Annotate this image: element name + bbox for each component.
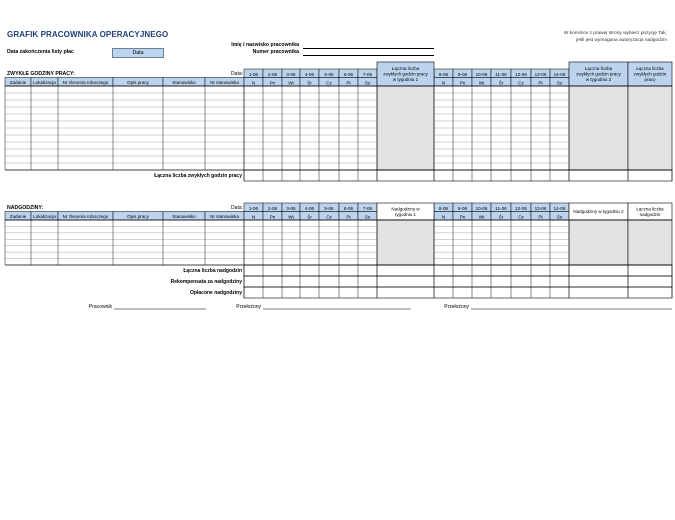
regular-w1-day-1: Pn: [269, 80, 276, 86]
regular-w2-day-6: So: [556, 80, 563, 86]
overtime-footer-row-1: [244, 276, 672, 287]
overtime-w1-date-5: 6-06: [343, 205, 354, 211]
overtime-w2-day-2: Wt: [478, 214, 485, 220]
regular-w1-date-3: 4-06: [304, 71, 315, 77]
overtime-footer-row-0: [244, 265, 672, 276]
overtime-footer-row-2: [244, 287, 672, 298]
regular-w2-date-1: 9-06: [457, 71, 468, 77]
overtime-w1-day-0: N: [251, 214, 256, 220]
overtime-week2-total-header-line-0: Nadgodziny w tygodniu 2: [573, 209, 624, 215]
overtime-week1-total-header-line-1: tygodniu 1: [395, 211, 416, 217]
regular-w1-date-2: 3-06: [286, 71, 296, 77]
overtime-week1-total-column: [377, 220, 434, 265]
overtime-grand-total-column: [628, 220, 672, 265]
overtime-section-label: NADGODZINY:: [7, 205, 44, 211]
overtime-w1-date-0: 1-06: [248, 205, 259, 211]
signature-label-2: Przełożony: [444, 304, 469, 310]
regular-col-header-0: Zadanie: [9, 80, 27, 86]
regular-col-header-4: Stanowisko: [172, 80, 196, 86]
signature-label-0: Pracownik: [88, 304, 112, 310]
overtime-footer-label-1: Rekompensata za nadgodziny: [170, 279, 242, 285]
regular-date-label: Data:: [231, 71, 243, 77]
regular-w1-day-5: Pt: [346, 80, 351, 86]
regular-w1-day-2: Wt: [288, 80, 294, 86]
payroll-end-label: Data zakończenia listy płac: [7, 49, 74, 55]
regular-w1-date-1: 2-06: [267, 71, 278, 77]
overtime-col-header-0: Zadanie: [9, 214, 27, 220]
overtime-w1-day-3: Śr: [307, 214, 312, 220]
overtime-grand-total-header-line-1: nadgodzin: [639, 211, 661, 217]
overtime-grand-total-header-line-0: Łączna liczba: [636, 206, 664, 212]
employee-number-label: Numer pracownika: [252, 49, 299, 55]
overtime-col-header-3: Opis pracy: [127, 214, 149, 220]
regular-w1-date-6: 7-06: [362, 71, 373, 77]
regular-grand-total-column: [628, 86, 672, 170]
regular-section-label: ZWYKŁE GODZINY PRACY:: [7, 71, 75, 77]
regular-w2-day-3: Śr: [498, 80, 504, 86]
regular-col-header-3: Opis pracy: [127, 80, 149, 86]
regular-w2-date-6: 14-06: [553, 71, 566, 77]
regular-w2-date-0: 8-06: [438, 71, 449, 77]
regular-w2-date-3: 11-06: [495, 71, 507, 77]
regular-week1-total-header-line-2: w tygodniu 1: [392, 77, 419, 82]
overtime-w2-day-6: So: [556, 214, 563, 220]
regular-w1-day-6: So: [364, 80, 371, 86]
regular-week1-total-header-line-0: Łączna liczba: [391, 66, 420, 72]
regular-w1-day-0: N: [251, 80, 256, 86]
overtime-w1-day-4: Cz: [326, 214, 332, 220]
regular-w1-date-0: 1-06: [248, 71, 259, 77]
overtime-w2-date-3: 11-06: [495, 205, 507, 211]
overtime-w2-day-5: Pt: [538, 214, 543, 220]
regular-w1-date-4: 5-06: [324, 71, 334, 77]
overtime-week2-total-column: [569, 220, 628, 265]
payroll-end-date-field[interactable]: Data: [112, 48, 164, 58]
regular-col-header-5: Nr stanowiska: [210, 80, 239, 86]
regular-col-header-1: Lokalizacja: [33, 80, 56, 86]
overtime-col-header-1: Lokalizacja: [33, 214, 56, 220]
overtime-col-header-5: Nr stanowiska: [210, 214, 239, 220]
regular-week2-total-column: [569, 86, 628, 170]
overtime-w2-date-4: 12-06: [515, 205, 527, 211]
overtime-w1-day-6: So: [364, 214, 371, 220]
overtime-w2-day-1: Pn: [459, 214, 466, 220]
regular-grand-total-header-line-1: zwykłych godzin: [633, 71, 667, 77]
regular-grand-total-header-line-2: pracy: [644, 77, 656, 82]
regular-w2-day-2: Wt: [478, 80, 485, 86]
regular-week2-total-header-line-1: zwykłych godzin pracy: [576, 71, 621, 77]
overtime-w1-day-5: Pt: [346, 214, 351, 220]
overtime-w1-date-4: 5-06: [324, 205, 334, 211]
overtime-w2-day-0: N: [441, 214, 446, 220]
regular-w1-day-4: Cz: [326, 80, 332, 86]
overtime-w2-day-4: Cz: [518, 214, 524, 220]
overtime-w2-date-5: 13-06: [534, 205, 547, 211]
regular-total-row-label: Łączna liczba zwykłych godzin pracy: [154, 173, 242, 179]
regular-grand-total-header-line-0: Łączna liczba: [636, 66, 664, 72]
overtime-week1-total-header-line-0: Nadgodziny w: [391, 206, 420, 212]
overtime-w2-date-6: 14-06: [553, 205, 566, 211]
regular-week2-total-header-line-2: w tygodniu 2: [585, 77, 612, 82]
regular-w2-day-1: Pn: [459, 80, 466, 86]
overtime-col-header-4: Stanowisko: [172, 214, 196, 220]
regular-week1-total-header-line-1: zwykłych godzin pracy: [383, 71, 428, 77]
overtime-w1-date-1: 2-06: [267, 205, 278, 211]
note-line-1: W komórce z prawej strony wybierz pozycję Tak,: [563, 31, 667, 36]
overtime-w2-day-3: Śr: [498, 214, 504, 220]
overtime-w1-date-6: 7-06: [362, 205, 373, 211]
regular-w1-day-3: Śr: [307, 80, 312, 86]
regular-week1-total-column: [377, 86, 434, 170]
overtime-w1-day-1: Pn: [269, 214, 276, 220]
note-line-2: jeśli jest wymagana autoryzacja nadgodzin: [576, 38, 667, 43]
overtime-w1-date-3: 4-06: [304, 205, 315, 211]
overtime-w2-date-2: 10-06: [475, 205, 488, 211]
overtime-col-header-2: Nr zlecenia roboczego: [62, 214, 109, 220]
page-title: GRAFIK PRACOWNIKA OPERACYJNEGO: [7, 30, 169, 39]
regular-col-header-2: Nr zlecenia roboczego: [62, 80, 109, 86]
regular-week2-total-header-line-0: Łączna liczba: [584, 66, 613, 72]
regular-w2-day-5: Pt: [538, 80, 543, 86]
regular-w1-date-5: 6-06: [343, 71, 354, 77]
signature-label-1: Przełożony: [236, 304, 261, 310]
overtime-w2-date-0: 8-06: [438, 205, 449, 211]
overtime-date-label: Data:: [231, 205, 243, 211]
overtime-w1-day-2: Wt: [288, 214, 294, 220]
overtime-w2-date-1: 9-06: [457, 205, 468, 211]
regular-w2-day-4: Cz: [518, 80, 524, 86]
regular-total-row: [244, 170, 672, 181]
employee-name-label: Imię i nazwisko pracownika: [231, 42, 299, 48]
regular-w2-date-5: 13-06: [534, 71, 547, 77]
regular-w2-date-2: 10-06: [475, 71, 488, 77]
overtime-footer-label-0: Łączna liczba nadgodzin: [183, 268, 242, 274]
regular-w2-day-0: N: [441, 80, 446, 86]
overtime-footer-label-2: Opłacone nadgodziny: [190, 290, 242, 296]
overtime-w1-date-2: 3-06: [286, 205, 296, 211]
regular-w2-date-4: 12-06: [515, 71, 527, 77]
